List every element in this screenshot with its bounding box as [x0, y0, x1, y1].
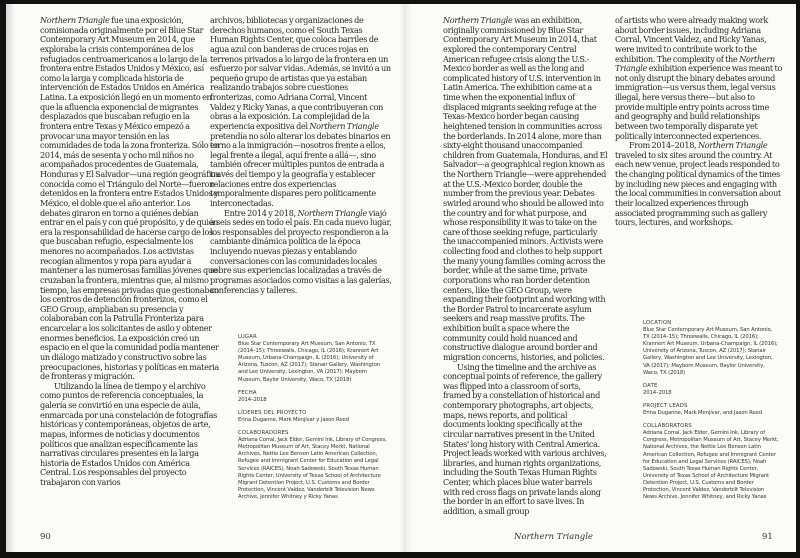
page-number-left: 90	[40, 532, 51, 542]
right-page-column-1	[443, 16, 609, 517]
credit-location: LUGAR Blue Star Contemporary Art Museum, San Antonio, TX (2014–15); Threewalls, Chicago, IL (2016); Krannert Art Museum, Urbana-Champaign, IL (2016); University of Arizona, Tuscon, AZ (2017); Stanair Gallery, Washington and Lee University, Lexington, VA (2017); Mayborn Museum, Baylor University, Waco, TX (2018)	[238, 334, 381, 383]
left-page-column-2	[210, 16, 392, 295]
right-page-column-2	[615, 16, 783, 228]
paragraph: Utilizando la línea de tiempo y el archivo como puntos de referencia conceptuales, la galería se convirtió en una especie de aula, enmarcada por una constelación de fotografías históricas y contemporáneas, objetos de arte, mapas, informes de noticias y documentos políticos que analizan específicamente las narrativas circulares presentes en la larga historia de Estados Unidos con América Central. Los responsables del proyecto trabajaron con varios	[40, 380, 217, 487]
exhibition-title: Northern Triangle	[40, 15, 110, 25]
page-number-right: 91	[762, 532, 773, 542]
credit-collaborators: COLABORADORES Adriana Corral, Jack Elder, Gemini Ink, Library of Congress, Metropolitan Museum of Art, Stacey Merkt, National Archives, Nettie Lee Benson Latin American Collection, Refugee and Immigrant Center for Education and Legal Services (RAICES), Noah Sadowski, South Texas Human Rights Center, University of Texas School of Architecture Migrant Detention Project, U.S. Customs and Border Protection, Vincent Valdez, Vanderbilt Television News Archive, Jennifer Whitney y Ricky Yanas	[238, 430, 387, 500]
credit-project-leads: LÍDERES DEL PROYECTO Erina Duganne, Mark Menjívar y Jason Reed	[238, 409, 349, 423]
paragraph: Northern Triangle was an exhibition, originally commissioned by Blue Star Contemporary Art Museum in 2014, that explored the contemporary Central American refugee crisis along the U.S.-Mexico border as well as the long and complicated history of U.S. intervention in Latin America. The exhibition came at a time when the exponential influx of displaced migrants seeking refuge at the Texas-Mexico border began causing heightened tension in communities across the borderlands. In 2014 alone, more than sixty-eight thousand unaccompanied children from Guatemala, Honduras, and El Salvador—a geographical region known as the Northern Triangle—were apprehended at the U.S.-Mexico border, double the number from the previous year. Debates swirled around who should be allowed into the country and for what purpose, and whose responsibility it was to take on the care of those seeking refuge, particularly the unaccompanied minors. Activists were collecting food and clothes to help support the many young families coming across the border, while at the same time, private corporations who ran border detention centers, like the GEO Group, were expanding their footprint and working with the Border Patrol to incarcerate asylum seekers and reap massive profits. The exhibition built a space where the community could hold nuanced and constructive dialogue around border and migration concerns, histories, and policies.	[443, 15, 608, 362]
left-page-column-1	[40, 16, 220, 488]
paragraph: archivos, bibliotecas y organizaciones de derechos humanos, como el South Texas Human Rights Center, que coloca barriles de agua azul con banderas de cruces rojas en terrenos privados a lo largo de la frontera en un esfuerzo por salvar vidas. Además, se invitó a un pequeño grupo de artistas que ya estaban realizando trabajos sobre cuestiones fronterizas, como Adriana Corral, Vincent Valdez y Ricky Yanas, a que contribuyeran con obras a la exposición. La complejidad de la experiencia expositiva del Northern Triangle pretendía no sólo alterar los debates binarios en torno a la inmigración—nosotros frente a ellos, legal frente a ilegal, aquí frente a allá—, sino también ofrecer múltiples puntos de entrada a través del tiempo y la geografía y establecer relaciones entre dos experiencias temporalmente dispares pero políticamente interconectadas.	[210, 15, 391, 208]
book-gutter	[399, 4, 411, 552]
page-edge	[6, 4, 14, 552]
left-page-credits	[238, 334, 388, 507]
paragraph: From 2014–2018, Northern Triangle traveled to six sites around the country. At each new venue, project leads responded to the changing political dynamics of the times by including new pieces and engaging with the local communities in conversation about their localized experiences through associated programming such as gallery tours, lectures, and workshops.	[615, 140, 781, 228]
credit-date: FECHA 2014–2018	[238, 389, 267, 403]
book-spread	[6, 4, 796, 552]
credit-date: DATE 2014–2018	[643, 382, 672, 396]
paragraph: of artists who were already making work about border issues, including Adriana Corral, Vincent Valdez, and Ricky Yanas, were invited to contribute work to the exhibition. The complexity of the Northern Triangle exhibition experience was meant to not only disrupt the binary debates around immigration—us versus them, legal versus illegal, here versus there—but also to provide multiple entry points across time and geography and build relationships between two temporally disparate yet politically interconnected experiences.	[615, 15, 783, 141]
credit-location: LOCATION Blue Star Contemporary Art Museum, San Antonio, TX (2014–15); Threewalls, Chicago, IL (2016); Krannert Art Museum, Urbana-Champaign, IL (2016); University of Arizona, Tuscon, AZ (2017); Stanair Gallery, Washington and Lee University, Lexington, VA (2017); Mayborn Museum, Baylor University, Waco, TX (2018)	[643, 320, 778, 376]
credit-project-leads: PROJECT LEADS Erina Duganne, Mark Menjívar, and Jason Reed	[643, 402, 763, 417]
right-page-credits	[643, 320, 779, 507]
paragraph: Entre 2014 y 2018, Northern Triangle viajó a seis sedes en todo el país. En cada nuevo lugar, los responsables del proyecto respondieron a la cambiante dinámica política de la época incluyendo nuevas piezas y entablando conversaciones con las comunidades locales sobre sus experiencias localizadas a través de programas asociados como visitas a las galerías, conferencias y talleres.	[210, 207, 392, 295]
paragraph: Northern Triangle fue una exposición, comisionada originalmente por el Blue Star Contemporary Art Museum en 2014, que exploraba la crisis contemporánea de los refugiados centroamericanos a lo largo de la frontera entre Estados Unidos y México, así como la larga y complicada historia de intervención de Estados Unidos en América Latina. La exposición llegó en un momento en que la afluencia exponencial de migrantes desplazados que buscaban refugio en la frontera entre Texas y México empezó a provocar una mayor tensión en las comunidades de toda la zona fronteriza. Sólo en 2014, más de sesenta y ocho mil niños no acompañados procedentes de Guatemala, Honduras y El Salvador—una región geográfica conocida como el Triángulo del Norte—fueron detenidos en la frontera entre Estados Unidos y México, el doble que el año anterior. Los debates giraron en torno a quiénes debían entrar en el país y con qué propósito, y de quién era la responsabilidad de hacerse cargo de los que buscaban refugio, especialmente los menores no acompañados. Los activistas recogían alimentos y ropa para ayudar a mantener a las numerosas familias jóvenes que cruzaban la frontera, mientras que, al mismo tiempo, las empresas privadas que gestionaban los centros de detención fronterizos, como el GEO Group, ampliaban su presencia y colaboraban con la Patrulla Fronteriza para encarcelar a los solicitantes de asilo y obtener enormes beneficios. La exposición creó un espacio en el que la comunidad podía mantener un diálogo matizado y constructivo sobre las preocupaciones, historias y políticas en materia de fronteras y migración.	[40, 15, 220, 382]
paragraph: Using the timeline and the archive as conceptual points of reference, the gallery was flipped into a classroom of sorts, framed by a constellation of historical and contemporary photographs, art objects, maps, news reports, and political documents looking specifically at the circular narratives present in the United States' long history with Central America. Project leads worked with various archives, libraries, and human rights organizations, including the South Texas Human Rights Center, which places blue water barrels with red cross flags on private lands along the border in an effort to save lives. In addition, a small group	[443, 361, 607, 516]
credit-collaborators: COLLABORATORS Adriana Corral, Jack Elder, Gemini Ink, Library of Congress, Metropolitan Museum of Art, Stacey Merkt, National Archives, the Nettie Lee Benson Latin American Collection, Refugee and Immigrant Center for Education and Legal Services (RAICES), Noah Sadowski, South Texas Human Rights Center, University of Texas School of Architecture Migrant Detention Project, U.S. Customs and Border Protection, Vincent Valdez, Vanderbilt Television News Archive, Jennifer Whitney, and Ricky Yanas	[643, 423, 779, 501]
running-title: Northern Triangle	[514, 532, 593, 542]
